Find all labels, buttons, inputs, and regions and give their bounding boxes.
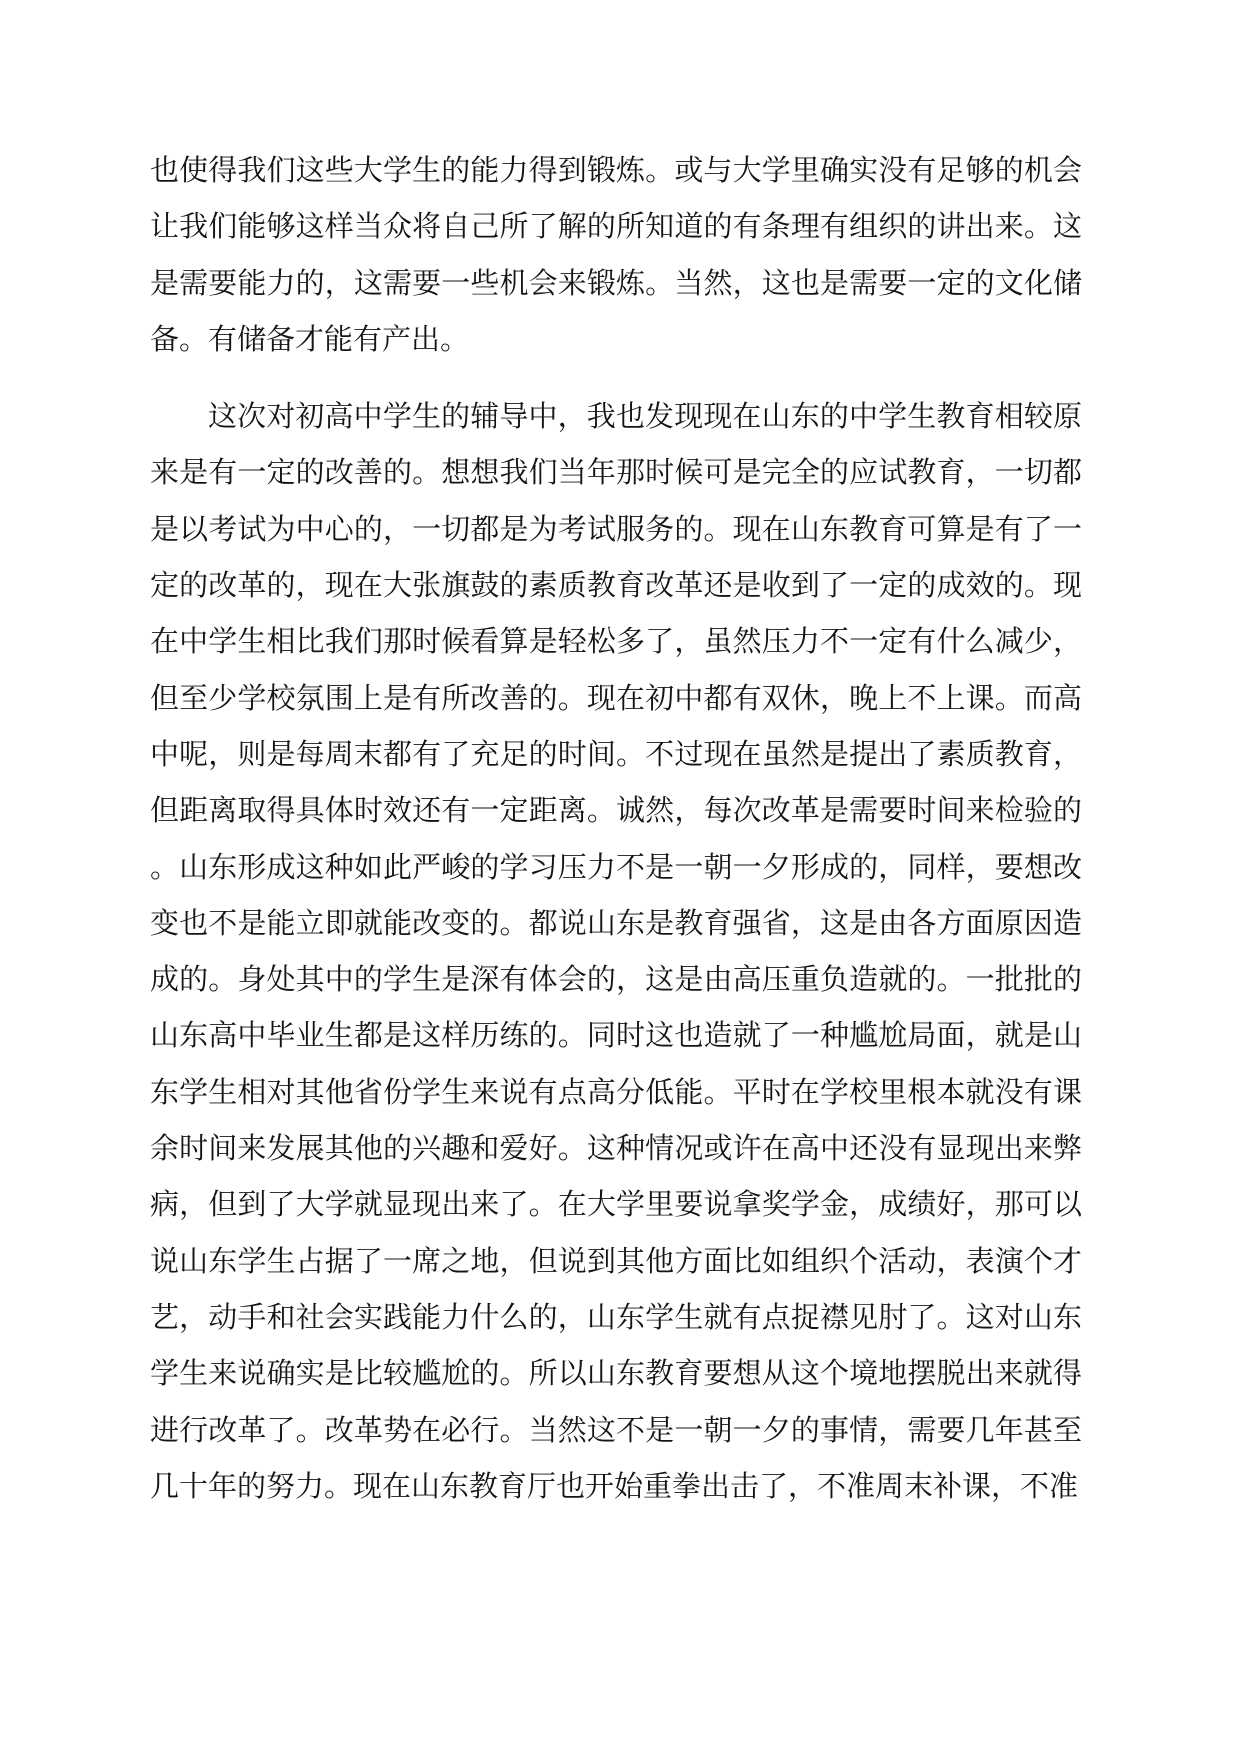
text-line: 也使得我们这些大学生的能力得到锻炼。或与大学里确实没有足够的机会 — [150, 155, 1082, 187]
text-line: 是需要能力的，这需要一些机会来锻炼。当然，这也是需要一定的文化储 — [150, 267, 1082, 300]
text-line: 变也不是能立即就能改变的。都说山东是教育强省，这是由各方面原因造 — [150, 907, 1082, 940]
paragraph — [150, 389, 1082, 1515]
document-body — [150, 143, 1082, 1515]
text-line: 但至少学校氛围上是有所改善的。现在初中都有双休，晚上不上课。而高 — [150, 682, 1082, 715]
text-line: 。山东形成这种如此严峻的学习压力不是一朝一夕形成的，同样，要想改 — [150, 851, 1082, 884]
text-line: 中呢，则是每周末都有了充足的时间。不过现在虽然是提出了素质教育， — [150, 738, 1082, 771]
text-line: 进行改革了。改革势在必行。当然这不是一朝一夕的事情，需要几年甚至 — [150, 1414, 1082, 1447]
text-line: 成的。身处其中的学生是深有体会的，这是由高压重负造就的。一批批的 — [150, 964, 1082, 997]
text-line: 来是有一定的改善的。想想我们当年那时候可是完全的应试教育，一切都 — [150, 457, 1082, 490]
text-line: 东学生相对其他省份学生来说有点高分低能。平时在学校里根本就没有课 — [150, 1076, 1082, 1109]
text-line: 是以考试为中心的，一切都是为考试服务的。现在山东教育可算是有了一 — [150, 513, 1082, 546]
text-line: 几十年的努力。现在山东教育厅也开始重拳出击了，不准周末补课，不准 — [150, 1470, 1079, 1503]
text-line: 但距离取得具体时效还有一定距离。诚然，每次改革是需要时间来检验的 — [150, 795, 1082, 828]
text-line: 定的改革的，现在大张旗鼓的素质教育改革还是收到了一定的成效的。现 — [150, 570, 1082, 603]
text-line: 山东高中毕业生都是这样历练的。同时这也造就了一种尴尬局面，就是山 — [150, 1020, 1082, 1053]
text-line: 在中学生相比我们那时候看算是轻松多了，虽然压力不一定有什么减少， — [150, 626, 1082, 659]
text-line: 病，但到了大学就显现出来了。在大学里要说拿奖学金，成绩好，那可以 — [150, 1189, 1082, 1222]
text-line: 备。有储备才能有产出。 — [150, 323, 470, 356]
text-line: 艺，动手和社会实践能力什么的，山东学生就有点捉襟见肘了。这对山东 — [150, 1301, 1082, 1334]
text-line: 学生来说确实是比较尴尬的。所以山东教育要想从这个境地摆脱出来就得 — [150, 1358, 1082, 1391]
text-line: 这次对初高中学生的辅导中，我也发现现在山东的中学生教育相较原 — [208, 401, 1082, 434]
text-line: 说山东学生占据了一席之地，但说到其他方面比如组织个活动，表演个才 — [150, 1245, 1082, 1278]
paragraph — [150, 143, 1082, 368]
text-line: 余时间来发展其他的兴趣和爱好。这种情况或许在高中还没有显现出来弊 — [150, 1133, 1082, 1166]
text-line: 让我们能够这样当众将自己所了解的所知道的有条理有组织的讲出来。这 — [150, 211, 1082, 244]
